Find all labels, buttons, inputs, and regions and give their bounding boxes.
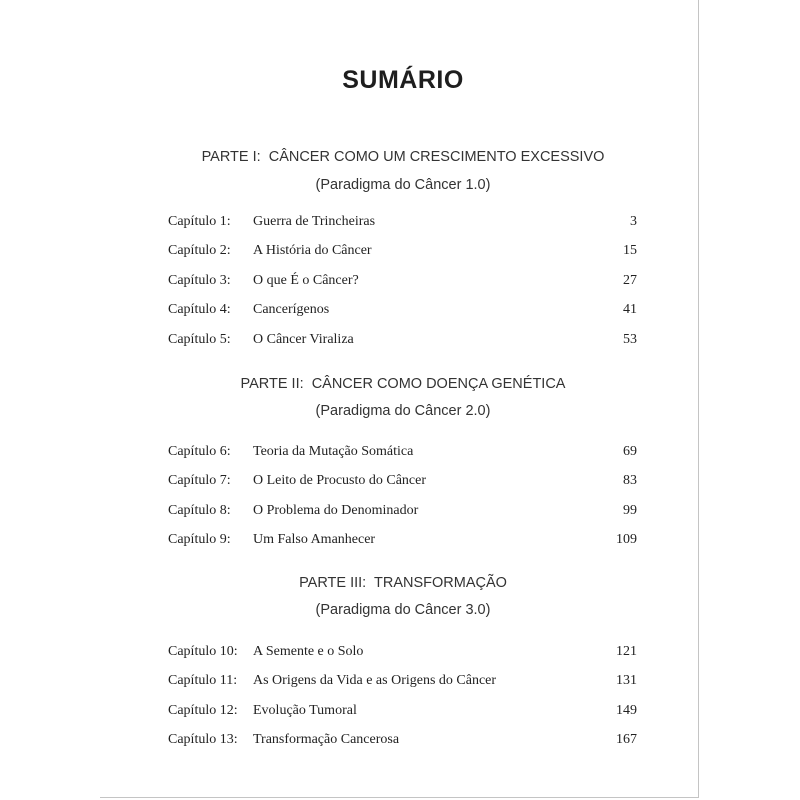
chapter-title: Um Falso Amanhecer (253, 532, 376, 548)
part-2-subtitle: (Paradigma do Câncer 2.0) (315, 403, 491, 419)
chapter-row (168, 437, 637, 466)
chapter-label: Capítulo 13: (168, 732, 238, 748)
chapter-label: Capítulo 10: (168, 644, 238, 659)
chapter-title: Cancerígenos (253, 302, 330, 318)
part-3-chapter-list (168, 637, 637, 755)
chapter-label: Capítulo 4: (168, 302, 231, 318)
chapter-row (168, 295, 637, 324)
chapter-title: Transformação Cancerosa (253, 732, 400, 748)
chapter-row (168, 207, 637, 236)
chapter-title: O Leito de Procusto do Câncer (253, 473, 427, 489)
chapter-label: Capítulo 12: (168, 702, 238, 718)
chapter-row (168, 266, 637, 295)
chapter-page-number: 41 (623, 302, 637, 318)
chapter-page-number: 121 (616, 644, 637, 659)
chapter-page-number: 53 (623, 331, 637, 347)
chapter-label: Capítulo 3: (168, 272, 231, 288)
chapter-page-number: 83 (623, 473, 637, 489)
chapter-page-number: 15 (623, 243, 637, 259)
part-2-chapter-list (168, 437, 637, 555)
chapter-title: O que É o Câncer? (253, 272, 359, 288)
chapter-label: Capítulo 6: (168, 444, 231, 459)
chapter-title: A Semente e o Solo (253, 644, 364, 659)
part-1-heading: PARTE I: CÂNCER COMO UM CRESCIMENTO EXCESSIVO (201, 149, 605, 165)
chapter-title: O Câncer Viraliza (253, 331, 354, 347)
chapter-label: Capítulo 7: (168, 473, 231, 489)
chapter-row (168, 637, 637, 666)
chapter-row (168, 696, 637, 725)
chapter-row (168, 466, 637, 495)
chapter-page-number: 167 (616, 732, 637, 748)
page-title: SUMÁRIO (342, 66, 464, 94)
part-3-subtitle: (Paradigma do Câncer 3.0) (315, 602, 491, 618)
chapter-label: Capítulo 5: (168, 331, 231, 347)
part-3-heading: PARTE III: TRANSFORMAÇÃO (299, 575, 507, 591)
chapter-label: Capítulo 11: (168, 673, 238, 689)
chapter-label: Capítulo 1: (168, 214, 231, 229)
chapter-page-number: 27 (623, 272, 637, 288)
chapter-row (168, 525, 637, 554)
chapter-label: Capítulo 2: (168, 243, 231, 259)
chapter-page-number: 149 (616, 702, 637, 718)
chapter-title: Evolução Tumoral (253, 702, 357, 718)
chapter-title: A História do Câncer (253, 243, 372, 259)
chapter-page-number: 131 (616, 673, 637, 689)
part-2-heading: PARTE II: CÂNCER COMO DOENÇA GENÉTICA (240, 376, 566, 392)
chapter-title: Guerra de Trincheiras (253, 214, 376, 229)
chapter-row (168, 666, 637, 695)
chapter-title: Teoria da Mutação Somática (253, 444, 414, 459)
chapter-row (168, 236, 637, 265)
chapter-title: As Origens da Vida e as Origens do Câncer (253, 673, 497, 689)
chapter-label: Capítulo 8: (168, 502, 231, 518)
chapter-page-number: 69 (623, 444, 637, 459)
chapter-page-number: 109 (616, 532, 637, 548)
chapter-label: Capítulo 9: (168, 532, 231, 548)
chapter-page-number: 3 (630, 214, 637, 229)
chapter-row (168, 496, 637, 525)
chapter-row (168, 725, 637, 754)
chapter-title: O Problema do Denominador (253, 502, 419, 518)
part-1-chapter-list (168, 207, 637, 354)
chapter-row (168, 325, 637, 354)
chapter-page-number: 99 (623, 502, 637, 518)
part-1-subtitle: (Paradigma do Câncer 1.0) (315, 177, 491, 193)
